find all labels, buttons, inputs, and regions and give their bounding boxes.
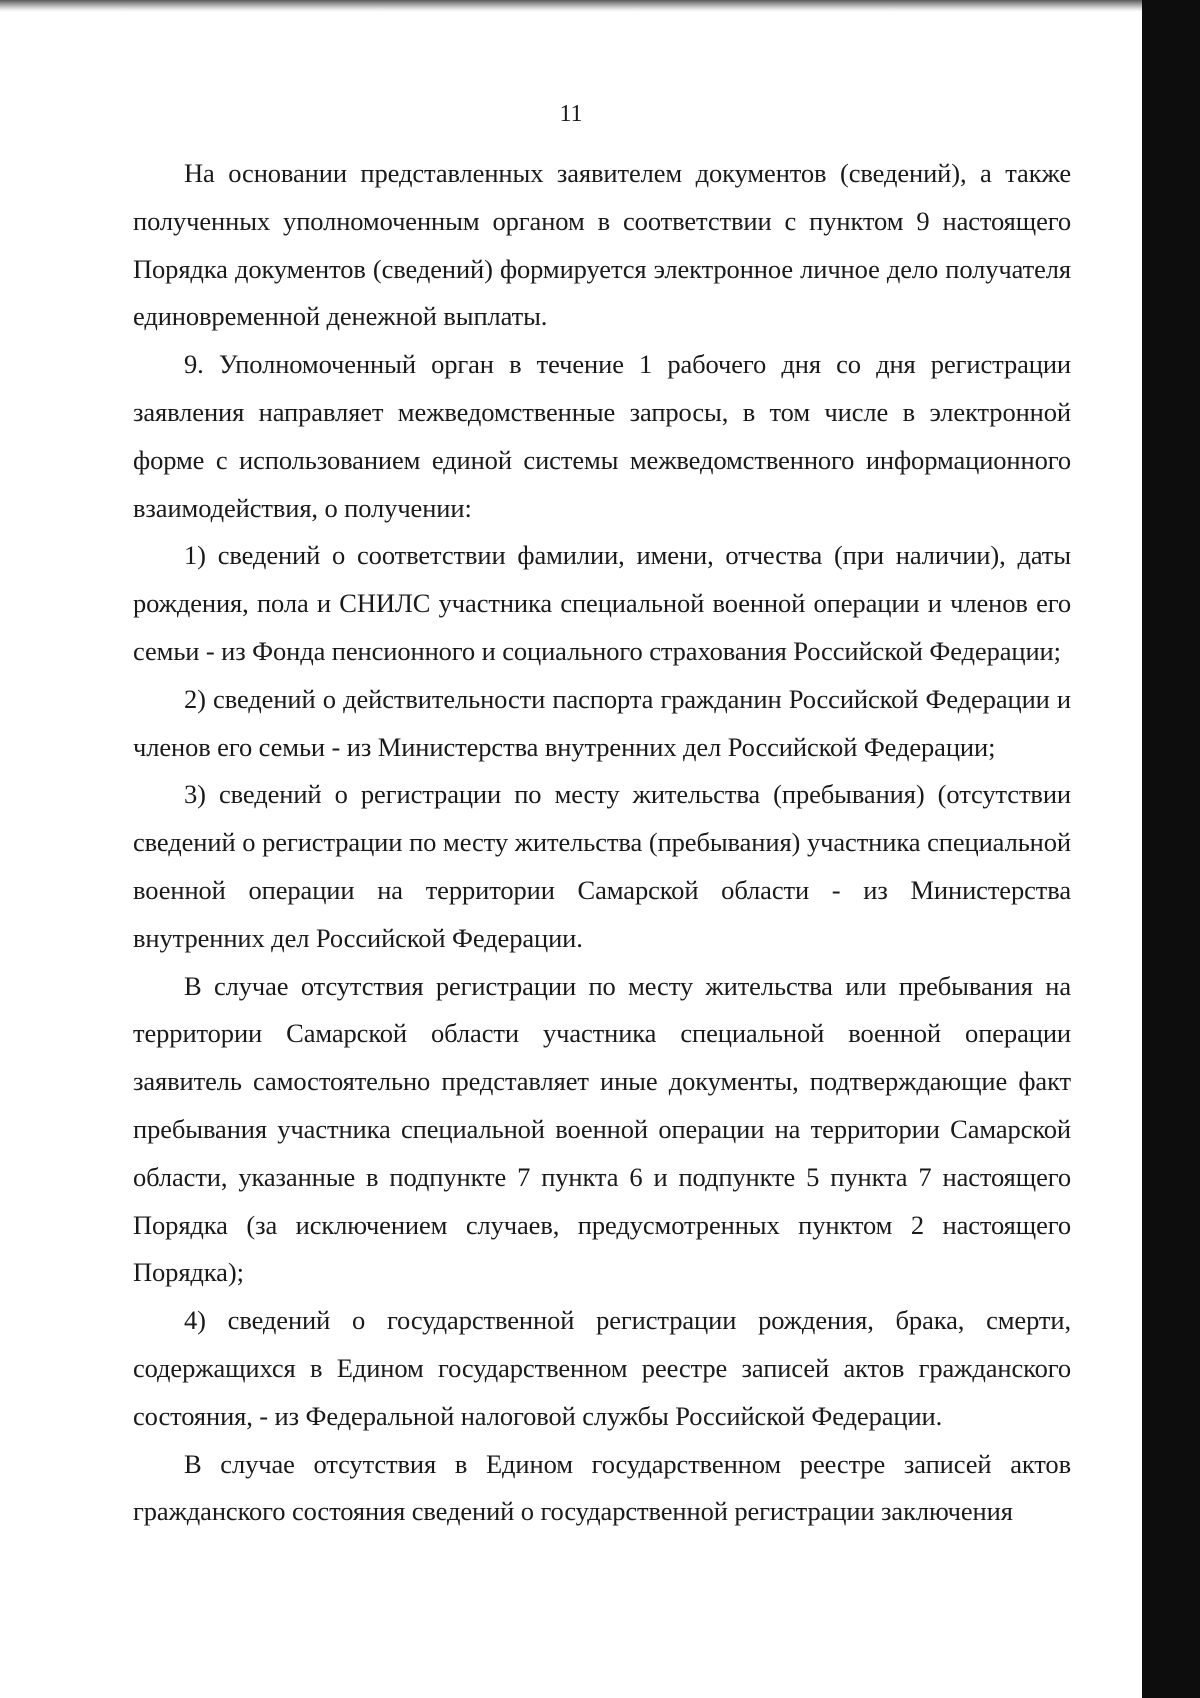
paragraph-subitem-4: 4) сведений о государственной регистрации рождения, брака, смерти, содержащихся в Едином государственном реестре записей актов гражданского состояния, - из Федеральной налоговой службы Российской Федерации. (133, 1305, 1071, 1431)
paragraph-subitem-2: 2) сведений о действительности паспорта гражданин Российской Федерации и членов его семьи - из Министерства внутренних дел Российской Федерации; (133, 683, 1071, 762)
page-number: 11 (559, 101, 583, 127)
paragraph-item-9: 9. Уполномоченный орган в течение 1 рабочего дня со дня регистрации заявления направляет межведомственные запросы, в том числе в электронной форме с использованием единой системы межведомственного информационного взаимодействия, о получении: (133, 349, 1071, 523)
paragraph-no-registration: В случае отсутствия регистрации по месту жительства или пребывания на территории Самарской области участника специальной военной операции заявитель самостоятельно представляет иные документы, подтверждающие факт пребывания участника специальной военной операции на территории Самарской области, указанные в подпункте 7 пункта 6 и подпункте 5 пункта 7 настоящего Порядка (за исключением случаев, предусмотренных пунктом 2 настоящего Порядка); (133, 970, 1071, 1288)
document-body (133, 150, 1071, 1536)
paragraph-subitem-3: 3) сведений о регистрации по месту жительства (пребывания) (отсутствии сведений о регистрации по месту жительства (пребывания) участника специальной военной операции на территории Самарской области - из Министерства внутренних дел Российской Федерации. (133, 779, 1071, 953)
paragraph-subitem-1: 1) сведений о соответствии фамилии, имени, отчества (при наличии), даты рождения, пола и СНИЛС участника специальной военной операции и членов его семьи - из Фонда пенсионного и социального страхования Российской Федерации; (133, 540, 1071, 666)
paragraph-electronic-file: На основании представленных заявителем документов (сведений), а также полученных уполномоченным органом в соответствии с пунктом 9 настоящего Порядка документов (сведений) формируется электронное личное дело получателя единовременной денежной выплаты. (133, 158, 1071, 332)
scan-edge-right (1142, 0, 1200, 1698)
paragraph-no-civil-record: В случае отсутствия в Едином государственном реестре записей актов гражданского состояния сведений о государственной регистрации заключения (133, 1448, 1071, 1527)
